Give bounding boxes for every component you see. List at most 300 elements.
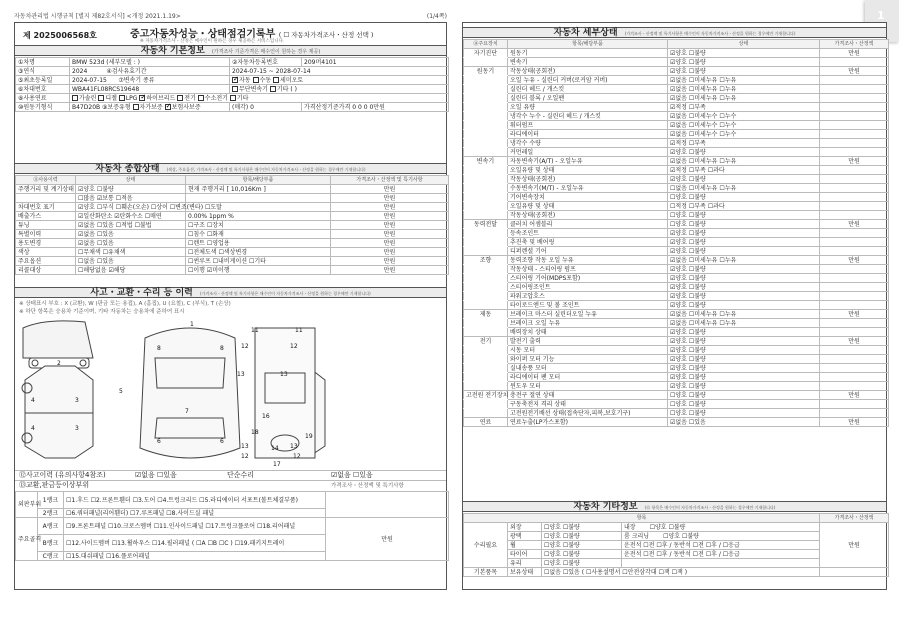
detail-group: 연료 [464,418,508,427]
detail-price [820,193,889,202]
svg-text:3: 3 [75,397,79,404]
trans-manual-checkbox[interactable] [253,77,259,83]
a-rank-items[interactable]: ☐9.프론트패널 ☐10.크로스멤버 ☐11.인사이드패널 ☐17.트렁크플로어 ☐18.리어패널 [64,518,326,535]
detail-state[interactable]: ☑양호 ☐불량 [668,337,820,346]
svg-text:7: 7 [185,408,189,415]
detail-price [820,148,889,157]
fuel-label: ⑧사용연료 [16,94,70,103]
detail-row [464,112,889,121]
summary-price: 만원 [331,185,449,194]
fuel-hydrogen-label: 수소전기 [204,94,228,102]
exchange-header: 가격조사・산정액 및 특기사항 [331,483,404,489]
trans-cvt-checkbox[interactable] [232,86,238,92]
summary-title: 자동차 종합상태 [95,164,160,174]
detail-group: 조향 [464,256,508,265]
summary-row [16,248,449,257]
etc-item-2[interactable] [622,550,820,559]
detail-row [464,49,889,58]
accident-note-2: ※ 하단 항목은 승용차 기준이며, 기타 자동차는 승용차에 준하여 표시 [19,309,185,315]
detail-state[interactable]: ☑적정 ☐부족 [668,103,820,112]
summary-row [16,185,449,194]
detail-group [464,346,508,355]
inspect-period-label: ④검사유효기간 [106,67,147,75]
detail-price: 만원 [820,256,889,265]
summary-detail[interactable]: ☐이행 ☑미이행 [186,266,331,275]
detail-row [464,220,889,229]
detail-price [820,211,889,220]
detail-part: 연료누출(LP가스포함) [508,418,668,427]
svg-text:8: 8 [220,345,224,352]
svg-text:13: 13 [290,443,298,450]
detail-row [464,58,889,67]
summary-label: 주요옵션 [16,257,76,266]
simple-repair-value[interactable]: ☑없음 ☐있음 [331,471,373,479]
detail-state[interactable]: ☑적정 ☐부족 [668,139,820,148]
detail-group [464,202,508,211]
summary-detail[interactable] [186,194,331,203]
detail-part: 작동상태 - 스티어링 펌프 [508,265,668,274]
detail-row [464,301,889,310]
detail-state[interactable]: ☐양호 ☐불량 [668,220,820,229]
detail-price: 만원 [820,310,889,319]
detail-state[interactable]: ☑양호 ☐불량 [668,58,820,67]
inspect-period-value: 2024-07-15 ~ 2028-07-14 [230,67,449,76]
document-title-text: 중고자동차성능・상태점검기록부 [130,29,276,40]
etc-head-item: 항목 [464,514,820,523]
etc-item: 유리 [508,559,542,568]
c-rank-items[interactable]: ☐15.대쉬패널 ☐16.플로어패널 [64,552,326,561]
etc-rows [464,523,889,577]
certificate-number: 제 2025006568호 [23,31,97,40]
etc-item: 타이어 [508,550,542,559]
detail-group [464,382,508,391]
detail-group [464,166,508,175]
svg-text:5: 5 [119,388,123,395]
title-note: ※ 자동차가격조사・산정은 매수인이 원하는 경우 제공하는 서비스입니다. [140,39,285,44]
warranty-ins-checkbox[interactable] [165,104,171,110]
summary-detail[interactable]: 현재 주행거리 [ 10,016Km ] [186,185,331,194]
year-value [70,67,230,76]
trans-auto-label: 자동 [239,76,251,84]
detail-state[interactable]: ☑없음 ☐미세누유 ☐누유 [668,319,820,328]
detail-state[interactable]: ☑없음 ☐있음 [668,418,820,427]
fuel-hybrid-checkbox[interactable] [139,95,145,101]
summary-state[interactable]: ☑없음 ☐있음 [76,239,186,248]
svg-text:2: 2 [57,360,61,367]
detail-state[interactable]: ☑양호 ☐불량 [668,265,820,274]
summary-price: 만원 [331,221,449,230]
svg-text:19: 19 [305,433,313,440]
detail-price: 만원 [820,157,889,166]
svg-text:12: 12 [293,453,301,460]
detail-rows [464,49,889,427]
detail-state[interactable]: ☑양호 ☐불량 [668,148,820,157]
detail-group [464,292,508,301]
detail-state[interactable]: ☐양호 ☐불량 [668,391,820,400]
detail-state[interactable]: ☑양호 ☐불량 [668,49,820,58]
summary-label: 주행거리 및 계기상태 [16,185,76,194]
detail-state[interactable]: ☑양호 ☐불량 [668,364,820,373]
etc-item-2[interactable] [622,523,820,532]
summary-state[interactable]: ☑양호 ☐불량 [76,185,186,194]
summary-label: 색상 [16,248,76,257]
detail-state[interactable]: ☑없음 ☐미세누유 ☐누유 [668,94,820,103]
detail-row [464,76,889,85]
detail-price [820,292,889,301]
vin-value: WBA41FL08RCS19648 [70,85,230,94]
detail-group: 변속기 [464,157,508,166]
detail-row [464,184,889,193]
detail-group [464,373,508,382]
detail-state[interactable]: ☑없음 ☐미세누유 ☐누유 [668,256,820,265]
etc-item-2[interactable] [622,532,820,541]
basic-info-subtitle: (가격조사 기준가격은 매수인이 원하는 경우 제공) [211,49,321,55]
detail-state[interactable]: ☑없음 ☐미세누유 ☐누유 [668,85,820,94]
svg-text:16: 16 [262,413,270,420]
detail-part: 라디에이터 팬 모터 [508,373,668,382]
detail-head-part: 항목/해당부품 [508,40,668,49]
detail-row [464,121,889,130]
detail-part: 작동상태(공회전) [508,175,668,184]
engine-label: ⑩원동기형식 [16,103,70,112]
detail-part: 와이퍼 모터 기능 [508,355,668,364]
detail-price [820,175,889,184]
etc-item-2-label: 운전석 ☐전 ☐후 / 동반석 ☐전 ☐후 / ☐응급 [624,541,740,549]
summary-label: 차대번호 표기 [16,203,76,212]
detail-state[interactable]: ☑양호 ☐불량 [668,328,820,337]
basic-items-item: 보유상태 [508,568,542,577]
detail-price [820,58,889,67]
accident-title: 사고・교환・수리 등 이력 [90,288,193,298]
exchange-label: ⑬교환,판금등이상부위 [19,481,90,489]
trans-auto-checkbox[interactable] [232,77,238,83]
detail-state[interactable]: ☐없음 ☐미세누유 ☐누유 [668,184,820,193]
price-option-checkbox[interactable]: ( ☐ 자동차가격조사・산정 선택 ) [278,31,374,39]
detail-row [464,400,889,409]
detail-row [464,139,889,148]
frame-price: 만원 [326,518,449,561]
detail-state[interactable]: ☐양호 ☐불량 [668,409,820,418]
detail-group [464,94,508,103]
detail-group [464,238,508,247]
summary-row [16,212,449,221]
etc-item-2-label: 내장 [624,523,636,531]
detail-part: 냉각수 누수 - 실린더 헤드 / 개스킷 [508,112,668,121]
detail-state[interactable]: ☑양호 ☐불량 [668,175,820,184]
detail-price [820,85,889,94]
detail-price [820,319,889,328]
basic-items-price [820,568,889,577]
detail-row [464,319,889,328]
detail-state[interactable]: ☑양호 ☐불량 [668,373,820,382]
summary-detail[interactable]: ☐구조 ☐장치 [186,221,331,230]
trans-semi-checkbox[interactable] [273,77,279,83]
detail-state[interactable]: ☐양호 ☐불량 [668,193,820,202]
summary-state[interactable]: ☐많음 ☑보통 ☐적음 [76,194,186,203]
detail-part: 브레이크 마스터 실린더오일 누유 [508,310,668,319]
detail-state[interactable]: ☑양호 ☐불량 [668,238,820,247]
etc-item: 휠 [508,541,542,550]
summary-state[interactable]: ☐무채색 ☐유채색 [76,248,186,257]
etc-price: 만원 [820,523,889,568]
car-side-left-view [22,366,93,458]
outer-panel-price [326,492,449,518]
svg-text:13: 13 [280,371,288,378]
form-reference: 자동차관리법 시행규칙 [별지 제82호서식] <개정 2021.1.19> [14,13,181,20]
summary-price: 만원 [331,203,449,212]
summary-row [16,221,449,230]
first-reg-value [70,76,230,85]
detail-state[interactable]: ☑양호 ☐불량 [668,355,820,364]
detail-row [464,85,889,94]
detail-state[interactable]: ☑없음 ☐미세누유 ☐누유 [668,157,820,166]
detail-group [464,103,508,112]
detail-part: 동력조향 작동 오일 누유 [508,256,668,265]
detail-part: 오일 누유 - 실린더 커버(로커암 커버) [508,76,668,85]
trans-cvt-label: 무단변속기 [239,85,268,93]
detail-part: 변속기 [508,58,668,67]
summary-state[interactable]: ☑일산화탄소 ☑탄화수소 ☐매연 [76,212,186,221]
detail-part: 작동상태(공회전) [508,211,668,220]
detail-price: 만원 [820,67,889,76]
title-row [15,23,446,43]
detail-row [464,274,889,283]
car-name-value: BMW 523d (세부모델 : ) [70,58,230,67]
vin-label: ⑥차대번호 [16,85,70,94]
summary-state[interactable]: ☐없음 ☐있음 [76,257,186,266]
detail-group [464,175,508,184]
basic-items-label: 기본품목 [464,568,508,577]
detail-price: 만원 [820,49,889,58]
simple-repair-label: 단순수리 [227,471,255,479]
detail-header [463,27,886,38]
detail-part: 실린더 블록 / 오일팬 [508,94,668,103]
summary-subtitle: (색상, 주요옵션, 가격조사・산정액 및 특기사항은 매수인이 자동차가격조사・산정을 원하는 경우에만 기재합니다) [166,167,366,172]
svg-text:12: 12 [241,453,249,460]
detail-group [464,265,508,274]
etc-item: 외장 [508,523,542,532]
etc-item-state[interactable]: ☐양호 ☐불량 [542,523,622,532]
summary-detail[interactable]: ☐렌트 ☐영업용 [186,239,331,248]
summary-price: 만원 [331,266,449,275]
detail-price: 만원 [820,337,889,346]
detail-price [820,274,889,283]
summary-state[interactable]: ☑없음 ☐있음 [76,230,186,239]
detail-part: 타이로드엔드 및 볼 조인트 [508,301,668,310]
etc-item-2[interactable] [622,541,820,550]
detail-state[interactable]: ☑없음 ☐미세누수 ☐누수 [668,130,820,139]
detail-part: 원동기 [508,49,668,58]
page-number: 1 [877,9,885,22]
rank1-items[interactable]: ☐1.후드 ☐2.프론트휀더 ☐3.도어 ☐4.트렁크리드 ☐5.라디에이터 서포트(볼트체결부품) [64,492,326,509]
summary-row [16,239,449,248]
trans-other-checkbox[interactable] [270,86,276,92]
etc-item-state[interactable]: ☐양호 ☐불량 [542,550,622,559]
detail-state[interactable]: ☑없음 ☐미세누수 ☐누수 [668,112,820,121]
detail-price [820,328,889,337]
svg-text:8: 8 [157,345,161,352]
detail-state[interactable]: ☑양호 ☐불량 [668,292,820,301]
detail-price [820,301,889,310]
summary-header [15,163,446,174]
detail-price [820,139,889,148]
fuel-electric-checkbox[interactable] [177,95,183,101]
detail-part: 브레이크 오일 누유 [508,319,668,328]
detail-group [464,328,508,337]
fuel-other-checkbox[interactable] [230,95,236,101]
detail-price: 만원 [820,418,889,427]
summary-table [15,175,449,275]
summary-row [16,194,449,203]
detail-price [820,364,889,373]
b-rank-label: B랭크 [38,535,64,552]
detail-part: 오일유량 및 상태 [508,202,668,211]
detail-row [464,409,889,418]
summary-state[interactable]: ☑양호 ☐부식 ☐훼손(오손) ☐상이 ☐변조(변타) ☐도말 [76,203,186,212]
detail-price [820,265,889,274]
detail-part: 시동 모터 [508,346,668,355]
detail-part: 작동상태(공회전) [508,67,668,76]
trans-manual-label: 수동 [259,76,272,84]
detail-state[interactable]: ☑양호 ☐불량 [668,274,820,283]
base-price-label: 가격산정기준가격 [304,103,351,111]
detail-part: 기어변속장치 [508,193,668,202]
detail-state[interactable]: ☑없음 ☐미세누수 ☐누수 [668,121,820,130]
price-note: (매각) 0 [230,103,302,112]
summary-detail[interactable]: ☐침수 ☐화재 [186,230,331,239]
detail-part: 커먼레일 [508,148,668,157]
fuel-gasoline-checkbox[interactable] [72,95,78,101]
etc-item-2-state[interactable]: ☐양호 ☐불량 [663,532,699,540]
detail-state[interactable]: ☑양호 ☐불량 [668,283,820,292]
etc-item-state[interactable]: ☐양호 ☐불량 [542,559,622,568]
detail-row [464,148,889,157]
detail-price [820,184,889,193]
detail-state[interactable]: ☑양호 ☐불량 [668,247,820,256]
detail-row [464,175,889,184]
warranty-label: ⑨보증유형 [102,103,131,111]
svg-text:4: 4 [31,397,35,404]
detail-state[interactable]: ☑양호 ☐불량 [668,301,820,310]
detail-part: 스티어링 기어(MDPS포함) [508,274,668,283]
etc-item-state[interactable]: ☐양호 ☐불량 [542,532,622,541]
svg-text:13: 13 [237,371,245,378]
detail-price [820,76,889,85]
detail-group [464,76,508,85]
summary-price: 만원 [331,212,449,221]
detail-row [464,373,889,382]
detail-state[interactable]: ☑양호 ☐불량 [668,229,820,238]
base-price-value: 0 0 0 0 [352,103,374,111]
fuel-other-label: 기타 [236,94,249,102]
detail-price [820,121,889,130]
detail-price: 만원 [820,220,889,229]
etc-item: 광택 [508,532,542,541]
detail-part: 실내송풍 모터 [508,364,668,373]
detail-price [820,112,889,121]
detail-state[interactable]: ☑양호 ☐불량 [668,382,820,391]
warranty-self-checkbox[interactable] [133,104,139,110]
fuel-hybrid-label: 하이브리드 [146,94,176,102]
summary-label: 용도변경 [16,239,76,248]
etc-header [463,501,886,512]
fuel-hydrogen-checkbox[interactable] [198,95,204,101]
summary-detail[interactable]: ☐썬루프 ☐내비게이션 ☐기타 [186,257,331,266]
detail-group [464,184,508,193]
detail-part: 실린더 헤드 / 개스킷 [508,85,668,94]
detail-price [820,373,889,382]
detail-state[interactable]: ☐양호 ☐불량 [668,211,820,220]
detail-row [464,67,889,76]
summary-head-item: 항목/해당부품 [186,176,331,185]
detail-head-price: 가격조사・산정액 [820,40,889,49]
detail-row [464,292,889,301]
detail-row [464,391,889,400]
fuel-electric-label: 전기 [184,94,196,102]
detail-part: 추진축 및 베어링 [508,238,668,247]
detail-state[interactable]: ☐양호 ☐불량 [668,400,820,409]
detail-group [464,58,508,67]
detail-group [464,211,508,220]
detail-state[interactable]: ☑양호 ☐불량 [668,346,820,355]
detail-group [464,319,508,328]
fuel-lpg-checkbox[interactable] [119,95,125,101]
summary-detail[interactable]: ☐전체도색 ☐색상변경 [186,248,331,257]
detail-price [820,130,889,139]
detail-row [464,94,889,103]
summary-state[interactable]: ☑없음 ☐있음 ☐적법 ☐불법 [76,221,186,230]
transmission-options [230,76,449,85]
detail-row [464,211,889,220]
detail-part: 윈도우 모터 [508,382,668,391]
basic-items-state[interactable]: ☐없음 ☐있음 ( ☐사용설명서 ☐안전삼각대 ☐잭 ☐잭 ) [542,568,820,577]
svg-text:11: 11 [295,327,303,334]
warranty-self-label: 자가보증 [139,103,163,111]
detail-state[interactable]: ☑없음 ☐미세누유 ☐누유 [668,310,820,319]
etc-title: 자동차 기타정보 [573,502,638,512]
detail-row [464,418,889,427]
summary-head-state: 상태 [76,176,186,185]
detail-state[interactable]: ☐적정 ☐부족 ☐과다 [668,202,820,211]
summary-row [16,230,449,239]
svg-text:11: 11 [251,327,259,334]
outer-panel-label: 외판부위 [16,492,38,518]
etc-item-2-state[interactable]: ☐양호 ☐불량 [649,523,686,531]
detail-price [820,229,889,238]
trans-other-label: 기타 ( ) [276,85,297,93]
b-rank-items[interactable]: ☐12.사이드멤버 ☐13.휠하우스 ☐14.필러패널 ( ☐A ☐B ☐C ) ☐19.패키지트레이 [64,535,326,552]
basic-items-row [464,568,889,577]
detail-state[interactable]: ☑적정 ☐부족 ☐과다 [668,166,820,175]
svg-text:12: 12 [290,343,298,350]
detail-part: 오일 유량 [508,103,668,112]
fuel-diesel-label: 디젤 [105,94,117,102]
document-header [14,9,447,21]
fuel-diesel-checkbox[interactable] [98,95,104,101]
detail-state[interactable]: ☑양호 ☐불량 [668,67,820,76]
detail-group [464,148,508,157]
rank1-label: 1랭크 [38,492,64,509]
detail-row [464,364,889,373]
car-name-label: ①차명 [16,58,70,67]
detail-state[interactable]: ☑없음 ☐미세누유 ☐누유 [668,76,820,85]
etc-item-2[interactable] [622,559,820,568]
rank2-items[interactable]: ☐6.쿼터패널(리어휀더) ☐7.루프패널 ☐8.사이드실 패널 [64,509,326,518]
etc-item-state[interactable]: ☐양호 ☐불량 [542,541,622,550]
accident-history-value[interactable]: ☑없음 ☐있음 [135,471,177,479]
summary-state[interactable]: ☐해당없음 ☑해당 [76,266,186,275]
summary-detail[interactable]: 0.00% 1ppm % [186,212,331,221]
